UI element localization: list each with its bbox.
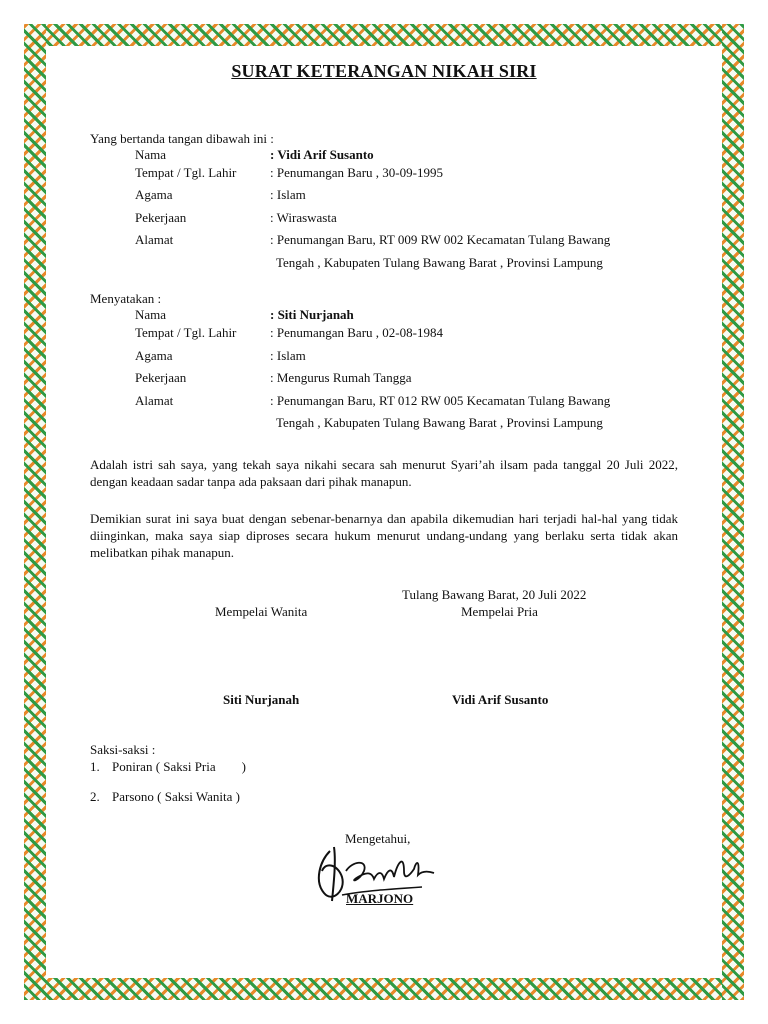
bride-row-address: [135, 393, 678, 416]
acknowledged-label: Mengetahui,: [345, 831, 411, 847]
witness-item: [90, 789, 678, 805]
groom-role: Mempelai Pria: [461, 604, 538, 620]
decorative-border-bottom: [24, 978, 744, 1000]
field-label: Agama: [135, 347, 173, 363]
groom-row-occupation: [135, 210, 678, 233]
groom-row-name: [135, 147, 678, 165]
statement-text: Menyatakan :: [90, 290, 162, 306]
bride-address-continued: Tengah , Kabupaten Tulang Bawang Barat , Provinsi Lampung: [276, 415, 603, 430]
groom-signature-name: Vidi Arif Susanto: [452, 692, 549, 708]
witness-number: 1.: [90, 758, 100, 774]
field-label: Nama: [135, 307, 167, 322]
letter-body: [90, 60, 678, 929]
witness-section: [90, 742, 678, 805]
official-name: MARJONO: [346, 891, 414, 907]
decorative-border-top: [24, 24, 744, 46]
groom-fields: [135, 147, 678, 255]
decorative-border-right: [722, 24, 744, 1000]
place-date: Tulang Bawang Barat, 20 Juli 2022: [402, 587, 587, 603]
field-label: Alamat: [135, 232, 174, 248]
field-value: : Vidi Arif Susanto: [270, 146, 374, 162]
decorative-border-left: [24, 24, 46, 1000]
field-label: Pekerjaan: [135, 370, 187, 385]
witness-item: [90, 759, 678, 775]
bride-row-birth: [135, 325, 678, 348]
field-value: : Islam: [270, 347, 306, 363]
field-value: : Penumangan Baru , 30-09-1995: [270, 164, 443, 180]
intro-text: Yang bertanda tangan dibawah ini :: [90, 130, 274, 146]
field-label: Tempat / Tgl. Lahir: [135, 164, 237, 180]
bride-role: Mempelai Wanita: [215, 604, 308, 620]
field-value: : Siti Nurjanah: [270, 307, 354, 322]
groom-row-address: [135, 232, 678, 255]
witness-title: Saksi-saksi :: [90, 742, 156, 758]
field-value: : Wiraswasta: [270, 209, 337, 225]
closing-statement: Demikian surat ini saya buat dengan sebenar-benarnya dan apabila dikemudian hari terjadi hal-hal yang tidak diinginkan, maka saya siap diproses secara hukum menurut undang-undang yang berlaku serta tidak akan melibatkan pihak manapun.: [90, 510, 678, 560]
field-value: : Penumangan Baru , 02-08-1984: [270, 325, 443, 340]
field-value: : Mengurus Rumah Tangga: [270, 370, 412, 385]
bride-signature-name: Siti Nurjanah: [223, 692, 300, 708]
field-label: Agama: [135, 187, 173, 203]
groom-row-birth: [135, 165, 678, 188]
groom-row-religion: [135, 187, 678, 210]
bride-row-name: [135, 307, 678, 325]
field-value: : Penumangan Baru, RT 009 RW 002 Kecamatan Tulang Bawang: [270, 232, 611, 248]
field-label: Nama: [135, 146, 167, 162]
field-label: Pekerjaan: [135, 209, 187, 225]
field-value: : Islam: [270, 187, 306, 203]
marriage-statement: Adalah istri sah saya, yang tekah saya nikahi secara sah menurut Syari’ah ilsam pada tanggal 20 Juli 2022, dengan keadaan sadar tanpa ada paksaan dari pihak manapun.: [90, 457, 678, 489]
field-value: : Penumangan Baru, RT 012 RW 005 Kecamatan Tulang Bawang: [270, 392, 611, 408]
acknowledgement-block: [90, 819, 678, 929]
field-label: Tempat / Tgl. Lahir: [135, 325, 237, 340]
witness-number: 2.: [90, 788, 100, 804]
signature-area: [90, 577, 678, 727]
bride-row-occupation: [135, 370, 678, 393]
field-label: Alamat: [135, 392, 174, 408]
bride-row-religion: [135, 348, 678, 371]
witness-text: Parsono ( Saksi Wanita ): [112, 788, 240, 804]
groom-address-continued: Tengah , Kabupaten Tulang Bawang Barat , Provinsi Lampung: [276, 254, 603, 270]
page-title: SURAT KETERANGAN NIKAH SIRI: [231, 61, 537, 81]
bride-fields: [135, 307, 678, 415]
witness-text: Poniran ( Saksi Pria ): [112, 758, 246, 774]
